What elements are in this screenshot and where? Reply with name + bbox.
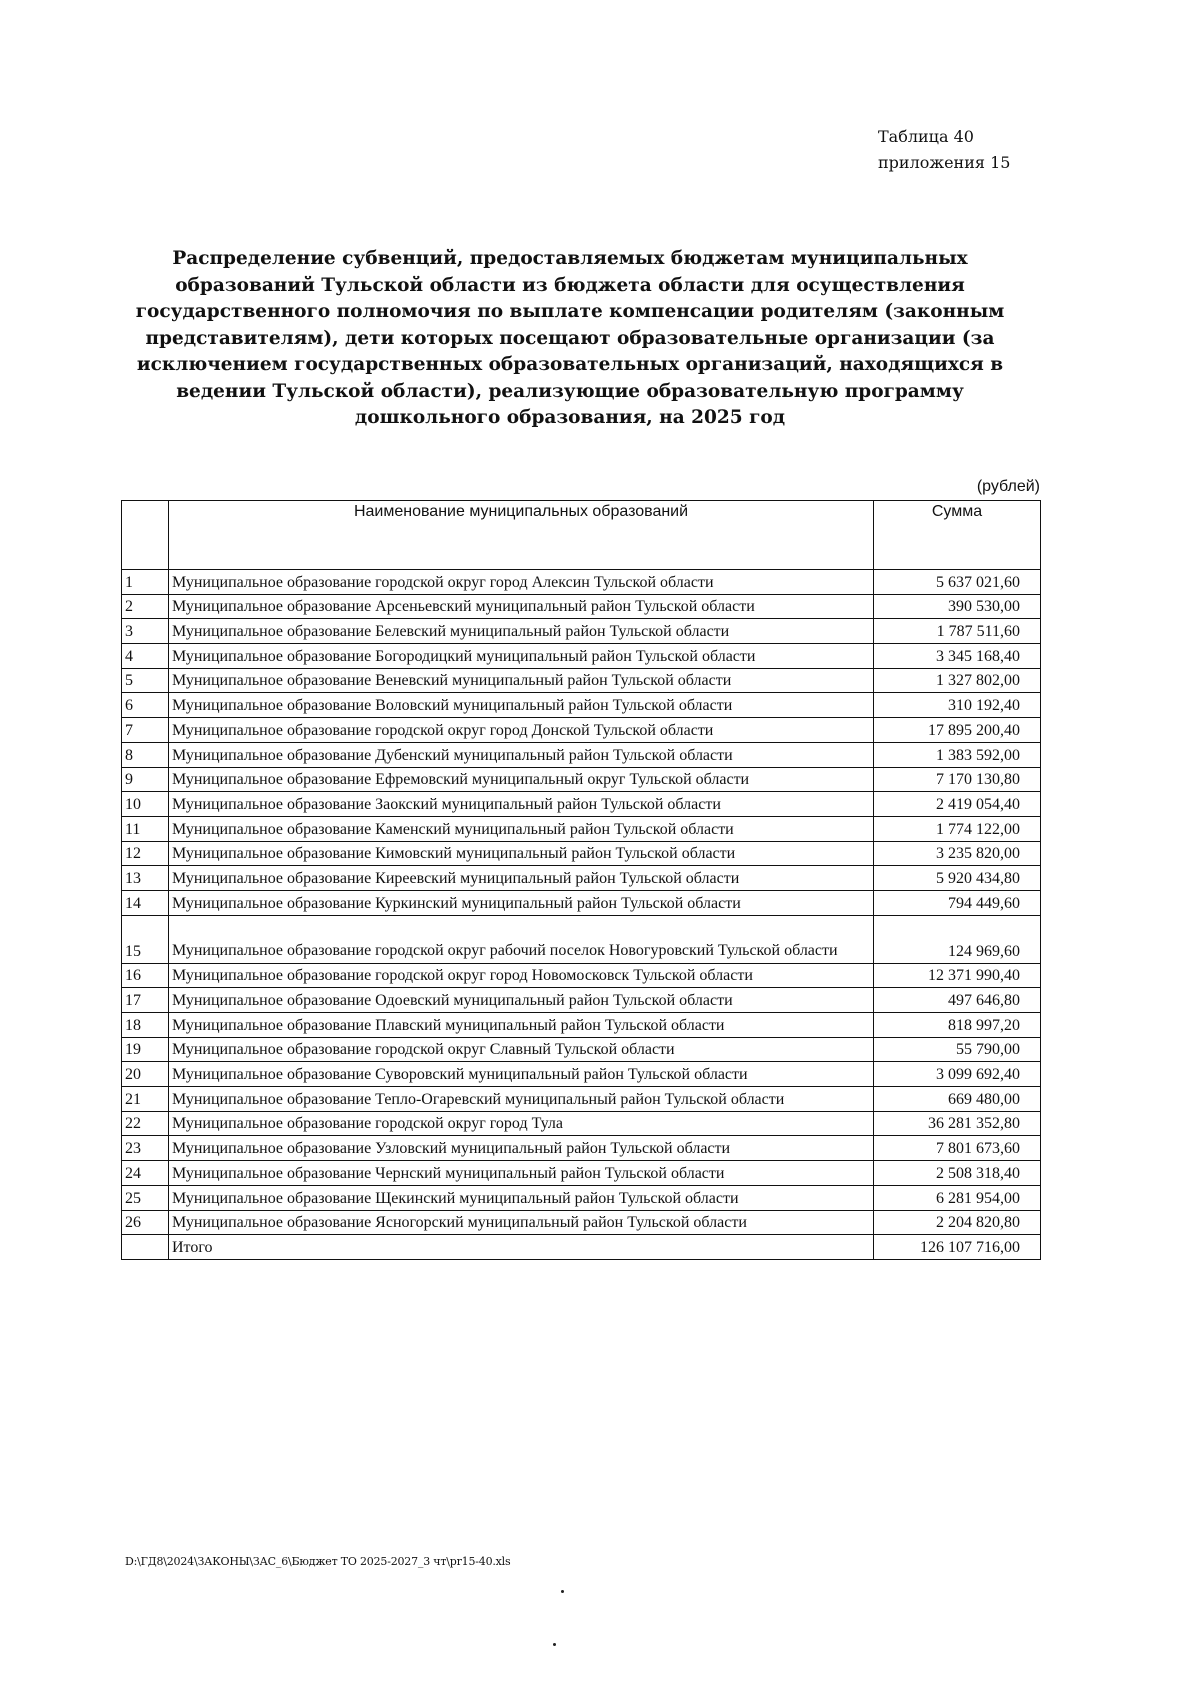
row-amount-cell: 3 099 692,40 [874, 1062, 1041, 1087]
row-number-cell: 1 [122, 570, 169, 595]
table-row [122, 816, 1041, 841]
scan-artifact-dot [561, 1590, 564, 1593]
table-row [122, 668, 1041, 693]
row-name-cell: Муниципальное образование Ефремовский муниципальный округ Тульской области [169, 767, 874, 792]
row-amount-cell: 390 530,00 [874, 594, 1041, 619]
row-number-cell: 11 [122, 816, 169, 841]
row-number-cell: 13 [122, 866, 169, 891]
table-row [122, 644, 1041, 669]
row-amount-cell: 1 774 122,00 [874, 816, 1041, 841]
row-amount-cell: 5 637 021,60 [874, 570, 1041, 595]
table-row [122, 619, 1041, 644]
row-number-cell: 17 [122, 988, 169, 1013]
file-path-footer: D:\ГД8\2024\ЗАКОНЫ\ЗАС_6\Бюджет ТО 2025-2027_3 чт\pr15-40.xls [125, 1555, 511, 1568]
table-row [122, 915, 1041, 963]
row-name-cell: Муниципальное образование Заокский муниципальный район Тульской области [169, 792, 874, 817]
table-row [122, 1185, 1041, 1210]
row-name-cell: Муниципальное образование Щекинский муниципальный район Тульской области [169, 1185, 874, 1210]
total-label-cell: Итого [169, 1235, 874, 1260]
row-name-cell: Муниципальное образование Плавский муниципальный район Тульской области [169, 1013, 874, 1038]
table-row [122, 1013, 1041, 1038]
row-amount-cell: 55 790,00 [874, 1037, 1041, 1062]
row-amount-cell: 1 787 511,60 [874, 619, 1041, 644]
row-amount-cell: 124 969,60 [874, 915, 1041, 963]
row-name-cell: Муниципальное образование городской округ город Алексин Тульской области [169, 570, 874, 595]
row-name-cell: Муниципальное образование Арсеньевский муниципальный район Тульской области [169, 594, 874, 619]
row-name-cell: Муниципальное образование Белевский муниципальный район Тульской области [169, 619, 874, 644]
table-number: Таблица 40 [878, 127, 974, 146]
row-number-cell: 15 [122, 915, 169, 963]
row-number-cell: 23 [122, 1136, 169, 1161]
row-amount-cell: 794 449,60 [874, 890, 1041, 915]
row-amount-cell: 7 801 673,60 [874, 1136, 1041, 1161]
table-row [122, 1111, 1041, 1136]
distribution-table [121, 500, 1041, 1260]
row-name-cell: Муниципальное образование Кимовский муниципальный район Тульской области [169, 841, 874, 866]
table-row [122, 594, 1041, 619]
row-amount-cell: 36 281 352,80 [874, 1111, 1041, 1136]
row-name-cell: Муниципальное образование городской округ город Новомосковск Тульской области [169, 963, 874, 988]
row-number-cell: 25 [122, 1185, 169, 1210]
table-row [122, 792, 1041, 817]
row-amount-cell: 5 920 434,80 [874, 866, 1041, 891]
total-number-cell [122, 1235, 169, 1260]
row-name-cell: Муниципальное образование Киреевский муниципальный район Тульской области [169, 866, 874, 891]
total-amount-cell: 126 107 716,00 [874, 1235, 1041, 1260]
row-amount-cell: 17 895 200,40 [874, 718, 1041, 743]
row-amount-cell: 2 204 820,80 [874, 1210, 1041, 1235]
row-name-cell: Муниципальное образование Куркинский муниципальный район Тульской области [169, 890, 874, 915]
row-name-cell: Муниципальное образование Тепло-Огаревский муниципальный район Тульской области [169, 1087, 874, 1112]
row-name-cell: Муниципальное образование Одоевский муниципальный район Тульской области [169, 988, 874, 1013]
table-row [122, 963, 1041, 988]
row-amount-cell: 2 508 318,40 [874, 1161, 1041, 1186]
table-reference [878, 124, 1128, 176]
appendix-number: приложения 15 [878, 153, 1011, 172]
row-name-cell: Муниципальное образование Суворовский муниципальный район Тульской области [169, 1062, 874, 1087]
row-number-cell: 24 [122, 1161, 169, 1186]
row-name-cell: Муниципальное образование Веневский муниципальный район Тульской области [169, 668, 874, 693]
table-row [122, 767, 1041, 792]
row-number-cell: 3 [122, 619, 169, 644]
row-name-cell: Муниципальное образование Богородицкий муниципальный район Тульской области [169, 644, 874, 669]
row-number-cell: 4 [122, 644, 169, 669]
table-row [122, 1087, 1041, 1112]
header-number-cell [122, 501, 169, 570]
table-body [122, 501, 1041, 1260]
table-row [122, 866, 1041, 891]
row-amount-cell: 2 419 054,40 [874, 792, 1041, 817]
row-amount-cell: 818 997,20 [874, 1013, 1041, 1038]
header-amount-cell: Сумма [874, 501, 1041, 570]
table-row [122, 570, 1041, 595]
row-name-cell: Муниципальное образование городской округ Славный Тульской области [169, 1037, 874, 1062]
row-name-cell: Муниципальное образование городской округ город Донской Тульской области [169, 718, 874, 743]
total-row [122, 1235, 1041, 1260]
row-amount-cell: 497 646,80 [874, 988, 1041, 1013]
row-name-cell: Муниципальное образование городской округ рабочий поселок Новогуровский Тульской области [169, 915, 874, 963]
table-row [122, 1037, 1041, 1062]
row-number-cell: 26 [122, 1210, 169, 1235]
row-amount-cell: 310 192,40 [874, 693, 1041, 718]
row-number-cell: 20 [122, 1062, 169, 1087]
row-amount-cell: 3 345 168,40 [874, 644, 1041, 669]
row-name-cell: Муниципальное образование Воловский муниципальный район Тульской области [169, 693, 874, 718]
row-number-cell: 14 [122, 890, 169, 915]
table-row [122, 1210, 1041, 1235]
row-name-cell: Муниципальное образование Чернский муниципальный район Тульской области [169, 1161, 874, 1186]
row-name-cell: Муниципальное образование городской округ город Тула [169, 1111, 874, 1136]
row-amount-cell: 3 235 820,00 [874, 841, 1041, 866]
row-number-cell: 5 [122, 668, 169, 693]
header-name-cell: Наименование муниципальных образований [169, 501, 874, 570]
row-number-cell: 10 [122, 792, 169, 817]
row-amount-cell: 6 281 954,00 [874, 1185, 1041, 1210]
row-amount-cell: 7 170 130,80 [874, 767, 1041, 792]
row-number-cell: 2 [122, 594, 169, 619]
table-row [122, 742, 1041, 767]
table-row [122, 890, 1041, 915]
table-row [122, 1136, 1041, 1161]
row-amount-cell: 12 371 990,40 [874, 963, 1041, 988]
row-name-cell: Муниципальное образование Узловский муниципальный район Тульской области [169, 1136, 874, 1161]
scan-artifact-dot [553, 1643, 556, 1646]
row-name-cell: Муниципальное образование Ясногорский муниципальный район Тульской области [169, 1210, 874, 1235]
row-number-cell: 9 [122, 767, 169, 792]
row-number-cell: 18 [122, 1013, 169, 1038]
row-name-cell: Муниципальное образование Дубенский муниципальный район Тульской области [169, 742, 874, 767]
document-title: Распределение субвенций, предоставляемых бюджетам муниципальных образований Тульской области из бюджета области для осуществления государственного полномочия по выплате компенсации родителям (законным представителям), дети которых посещают образовательные организации (за исключением государственных образовательных организаций, находящихся в ведении Тульской области), реализующие образовательную программу дошкольного образования, на 2025 год [135, 248, 1005, 428]
row-number-cell: 12 [122, 841, 169, 866]
table-row [122, 693, 1041, 718]
row-amount-cell: 669 480,00 [874, 1087, 1041, 1112]
row-number-cell: 7 [122, 718, 169, 743]
table-row [122, 841, 1041, 866]
row-name-cell: Муниципальное образование Каменский муниципальный район Тульской области [169, 816, 874, 841]
row-number-cell: 6 [122, 693, 169, 718]
table-row [122, 988, 1041, 1013]
table-row [122, 1062, 1041, 1087]
row-number-cell: 21 [122, 1087, 169, 1112]
units-label: (рублей) [976, 478, 1040, 495]
table-header-row [122, 501, 1041, 570]
row-number-cell: 16 [122, 963, 169, 988]
table-row [122, 718, 1041, 743]
row-number-cell: 8 [122, 742, 169, 767]
table-row [122, 1161, 1041, 1186]
row-amount-cell: 1 327 802,00 [874, 668, 1041, 693]
row-number-cell: 22 [122, 1111, 169, 1136]
row-amount-cell: 1 383 592,00 [874, 742, 1041, 767]
row-number-cell: 19 [122, 1037, 169, 1062]
